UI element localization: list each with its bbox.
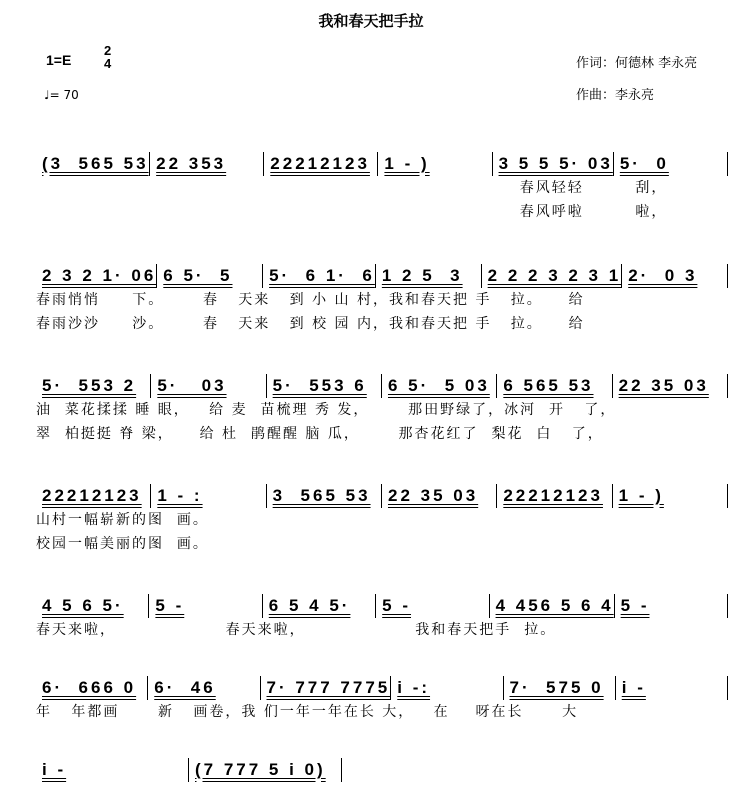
- measure: 6 565 53: [496, 374, 611, 398]
- lyrics-line: 春天来啦， 春天来啦， 我和春天把手 拉。: [36, 622, 557, 638]
- measure: 1 - ): [612, 484, 728, 508]
- measure: 4 456 5 6 4: [489, 594, 614, 618]
- time-signature: [104, 44, 111, 70]
- measure: 6· 666 0: [42, 678, 137, 697]
- measure: 5 -: [614, 594, 728, 618]
- measure: 22 35 03: [612, 374, 728, 398]
- measure: 6 5· 5: [156, 264, 262, 288]
- lyrics-line: 校园一幅美丽的图 画。: [36, 536, 209, 552]
- measure: (7 777 5 i 0): [188, 758, 342, 782]
- measure: (3 565 53: [42, 154, 149, 173]
- measure: i -:: [390, 676, 502, 700]
- measure: i -: [615, 676, 728, 700]
- score-system: [36, 592, 728, 642]
- measure: i -: [42, 760, 67, 779]
- score-system: [36, 756, 342, 782]
- measure: 4 5 6 5·: [42, 596, 124, 615]
- score-system: [36, 674, 728, 724]
- measure: 2· 0 3: [621, 264, 728, 288]
- measure: 22212123: [496, 484, 611, 508]
- song-title: 我和春天把手拉: [318, 12, 424, 30]
- measure: 5· 03: [150, 374, 265, 398]
- notation-line: [36, 674, 728, 700]
- composer: 作曲：李永亮: [576, 88, 655, 103]
- measure: 7· 777 7775: [260, 676, 391, 700]
- notation-line: [36, 372, 728, 398]
- notation-line: [36, 262, 728, 288]
- measure: 5· 0: [613, 152, 728, 176]
- score-system: [36, 262, 728, 336]
- measure: 3 565 53: [266, 484, 381, 508]
- measure: 7· 575 0: [503, 676, 615, 700]
- measure: 22 353: [149, 152, 263, 176]
- measure: 5 -: [375, 594, 488, 618]
- notation-line: [36, 150, 728, 176]
- measure: 5· 6 1· 6: [262, 264, 375, 288]
- score-system: [36, 482, 728, 556]
- measure: 22 35 03: [381, 484, 496, 508]
- lyrics-line: 年 年都画 新 画卷，我 们一年一年在长 大， 在 呀在长 大: [36, 704, 579, 720]
- measure: 5· 553 2: [42, 376, 137, 395]
- measure: 5· 553 6: [266, 374, 381, 398]
- measure: 5 -: [148, 594, 261, 618]
- lyrics-line: 春雨沙沙 沙。 春 天来 到 校 园 内，我和春天把 手 拉。 给: [36, 316, 585, 332]
- lyrics-line: 翠 柏挺挺 脊 梁， 给 杜 鹃醒醒 脑 瓜， 那杏花红了 梨花 白 了，: [36, 426, 604, 442]
- measure: 1 - ): [377, 152, 491, 176]
- measure: 3 5 5 5· 03: [492, 152, 613, 176]
- measure: 1 - :: [150, 484, 265, 508]
- measure: 6 5 4 5·: [262, 594, 375, 618]
- lyricist: 作词：何德林 李永亮: [576, 56, 698, 71]
- lyrics-line: 山村一幅崭新的图 画。: [36, 512, 209, 528]
- notation-line: [36, 482, 728, 508]
- measure: 22212123: [42, 486, 142, 505]
- tempo-mark: ♩= 70: [44, 88, 79, 102]
- time-top: 2: [104, 43, 112, 58]
- measure: 22212123: [263, 152, 377, 176]
- measure: 2 2 2 3 2 3 1: [481, 264, 622, 288]
- score-system: [36, 372, 728, 446]
- notation-line: [36, 592, 728, 618]
- measure: 2 3 2 1· 06: [42, 266, 157, 285]
- measure: 1 2 5 3: [375, 264, 481, 288]
- lyrics-line: 春风呼啦 啦，: [36, 204, 668, 220]
- key-signature: 1=E: [46, 52, 72, 68]
- score-system: [36, 150, 728, 224]
- measure: 6· 46: [147, 676, 259, 700]
- lyrics-line: 春风轻轻 刮，: [36, 180, 668, 196]
- measure: 6 5· 5 03: [381, 374, 496, 398]
- notation-line: [36, 756, 342, 782]
- lyrics-line: 油 菜花揉揉 睡 眼， 给 麦 苗梳理 秀 发， 那田野绿了，冰河 开 了，: [36, 402, 617, 418]
- lyrics-line: 春雨悄悄 下。 春 天来 到 小 山 村，我和春天把 手 拉。 给: [36, 292, 585, 308]
- time-bottom: 4: [104, 56, 112, 71]
